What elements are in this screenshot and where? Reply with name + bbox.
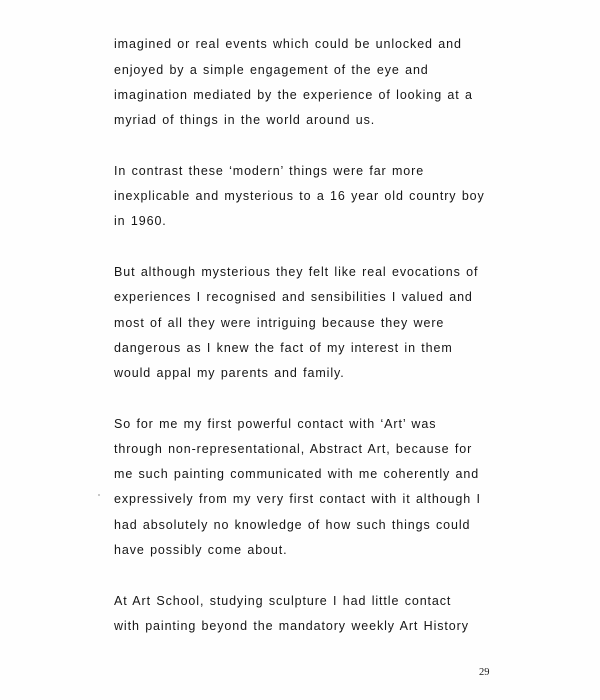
body-text-line: myriad of things in the world around us. — [114, 113, 376, 127]
body-text-line: inexplicable and mysterious to a 16 year old country boy — [114, 189, 485, 203]
body-text-line: experiences I recognised and sensibilities I valued and — [114, 290, 473, 304]
body-text-line: expressively from my very first contact with it although I — [114, 492, 481, 506]
body-text-line: imagination mediated by the experience of looking at a — [114, 88, 473, 102]
body-text-line: with painting beyond the mandatory weekly Art History — [114, 619, 469, 633]
body-text-line: would appal my parents and family. — [114, 366, 345, 380]
page-number: 29 — [479, 667, 490, 678]
body-text-line: At Art School, studying sculpture I had little contact — [114, 594, 452, 608]
body-text-line: most of all they were intriguing because they were — [114, 316, 445, 330]
body-text-line: enjoyed by a simple engagement of the eye and — [114, 63, 429, 77]
paper-speck — [98, 494, 100, 496]
body-text-line: have possibly come about. — [114, 543, 288, 557]
body-text-line: So for me my first powerful contact with ‘Art’ was — [114, 417, 437, 431]
body-text-line: had absolutely no knowledge of how such things could — [114, 518, 471, 532]
body-text-line: In contrast these ‘modern’ things were far more — [114, 164, 425, 178]
body-text-line: But although mysterious they felt like real evocations of — [114, 265, 479, 279]
body-text-line: imagined or real events which could be unlocked and — [114, 37, 462, 51]
body-text-line: dangerous as I knew the fact of my interest in them — [114, 341, 453, 355]
body-text-line: me such painting communicated with me coherently and — [114, 467, 480, 481]
body-text-line: through non-representational, Abstract Art, because for — [114, 442, 473, 456]
body-text-line: in 1960. — [114, 214, 167, 228]
